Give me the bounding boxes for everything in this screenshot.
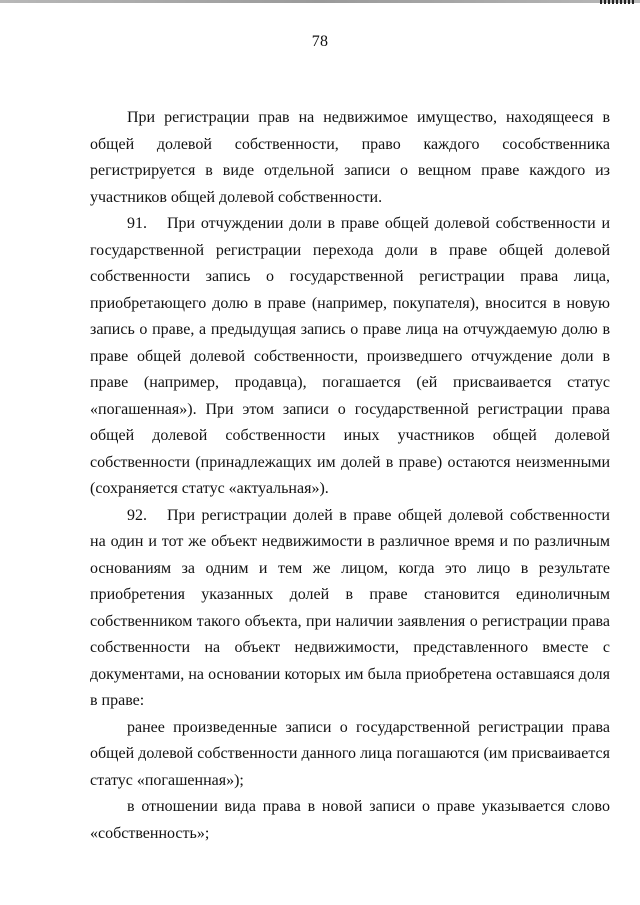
paragraph-number: 91. [127, 215, 147, 232]
scan-top-edge [0, 0, 640, 3]
paragraph-list-item-2 [90, 794, 610, 847]
paragraph-92 [90, 503, 610, 715]
paragraph-text: ранее произведенные записи о государственной регистрации права общей долевой собственности данного лица погашаются (им присваивается статус «погашенная»); [90, 718, 610, 789]
paragraph-91 [90, 211, 610, 503]
paragraph-text: При регистрации прав на недвижимое имущество, находящееся в общей долевой собственности, право каждого сособственника регистрируется в виде отдельной записи о вещном праве каждого из участников общей долевой собственности. [90, 109, 610, 206]
paragraph-text: в отношении вида права в новой записи о праве указывается слово «собственность»; [90, 798, 610, 842]
paragraph-text: При отчуждении доли в праве общей долевой собственности и государственной регистрации перехода доли в праве общей долевой собственности запись о государственной регистрации права лица, приобретающего долю в праве (например, покупателя), вносится в новую запись о праве, а предыдущая запись о праве лица на отчуждаемую долю в праве общей долевой собственности, произведшего отчуждение доли в праве (например, продавца), погашается (ей присваивается статус «погашенная»). При этом записи о государственной регистрации права общей долевой собственности иных участников общей долевой собственности (принадлежащих им долей в праве) остаются неизменными (сохраняется статус «актуальная»). [90, 215, 610, 497]
page-number: 78 [311, 33, 329, 50]
paragraph-number: 92. [127, 506, 147, 524]
document-body [90, 105, 610, 847]
paragraph-intro [90, 105, 610, 211]
paragraph-list-item-1 [90, 715, 610, 795]
scan-corner-mark [600, 0, 634, 4]
paragraph-text: При регистрации долей в праве общей долевой собственности на один и тот же объект недвижимости в различное время и по различным основаниям за одним и тем же лицом, когда это лицо в результате приобретения указанных долей в праве становится единоличным собственником такого объекта, при наличии заявления о регистрации права собственности на объект недвижимости, представленного вместе с документами, на основании которых им была приобретена оставшаяся доля в праве: [90, 506, 610, 709]
